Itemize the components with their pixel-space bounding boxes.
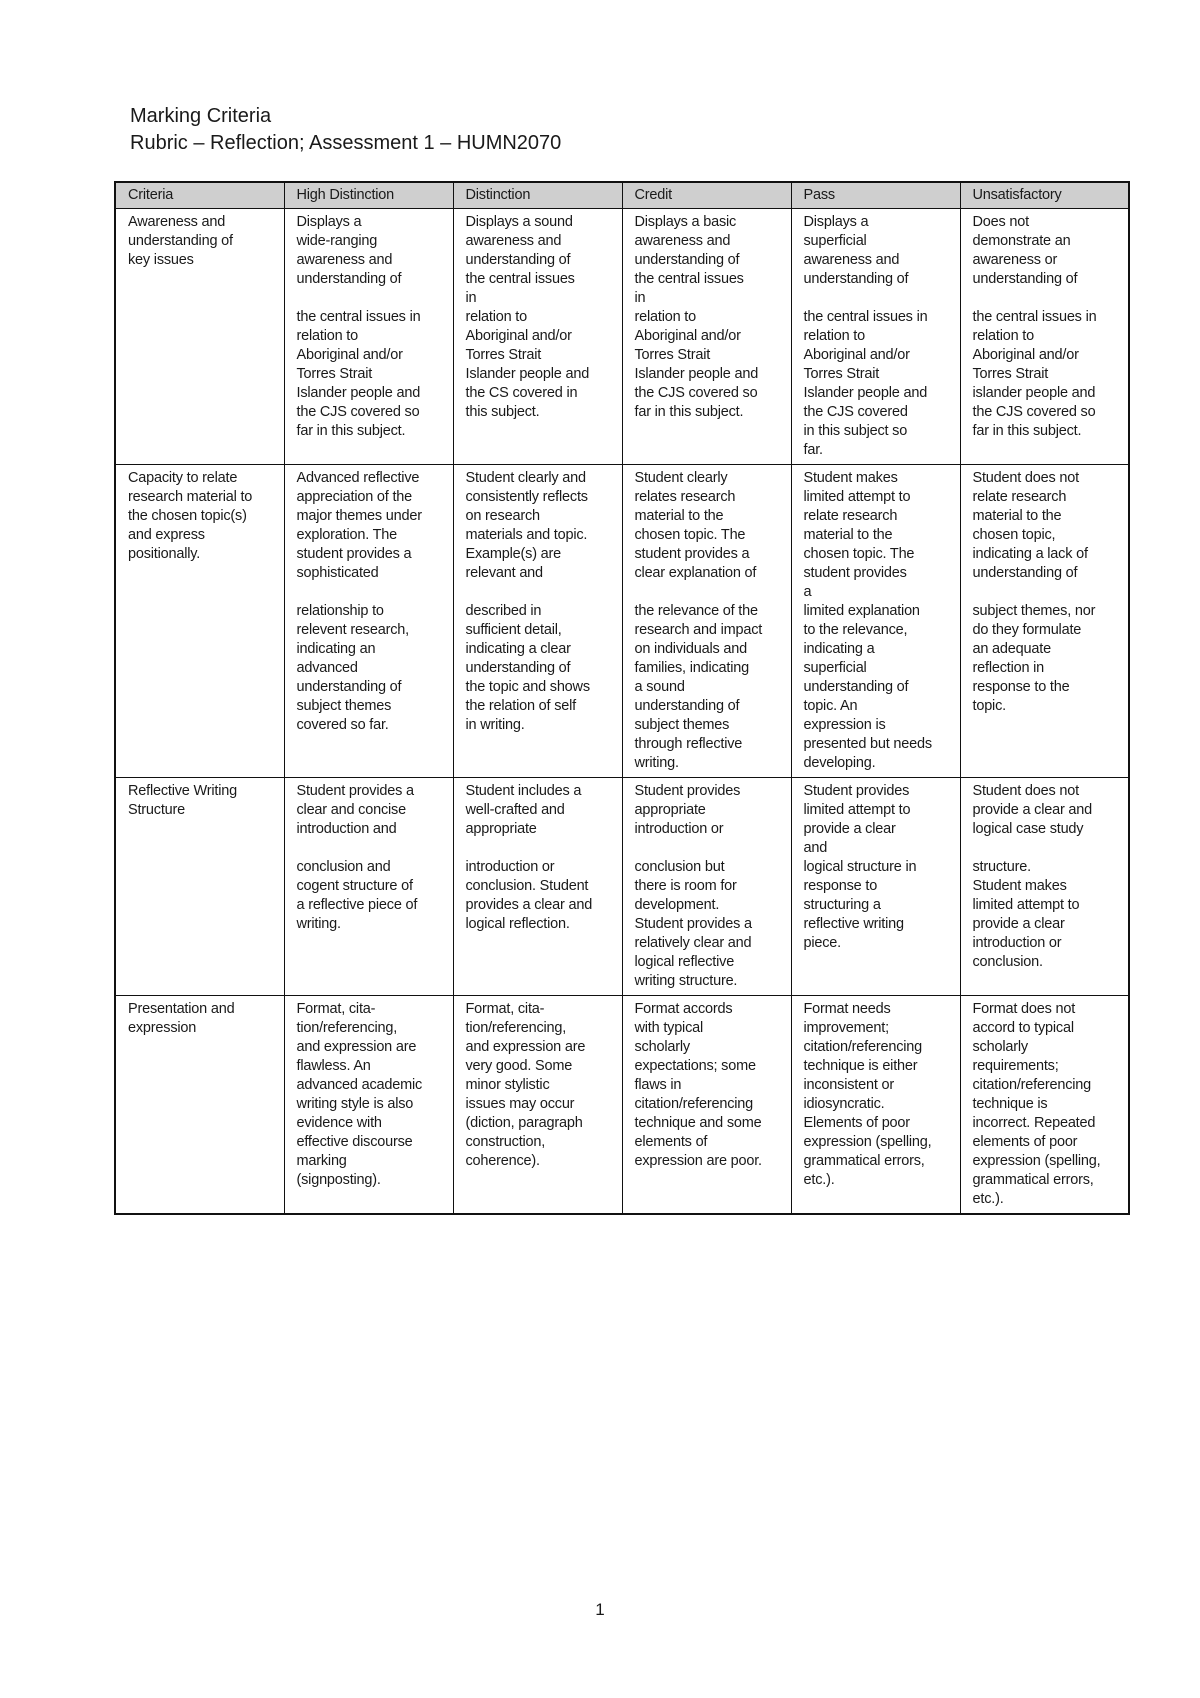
cell-text: Presentation and expression <box>128 1001 235 1036</box>
pass-cell <box>791 209 960 465</box>
high-distinction-cell <box>284 209 453 465</box>
cell-text: Student clearly relates research material to the chosen topic. The student provides a clear explanation of the relevance of the research and impact on individuals and families, indicating a sound understanding of subject themes through reflective writing. <box>634 470 763 771</box>
credit-cell <box>622 778 791 996</box>
document-title <box>130 103 561 157</box>
cell-text: Student clearly and consistently reflects on research materials and topic. Example(s) are relevant and described in sufficient detail, indicating a clear understanding of the topic and shows the relation of self in writing. <box>465 470 590 733</box>
cell-text: Displays a basic awareness and understanding of the central issues in relation to Aboriginal and/or Torres Strait Islander people and the CJS covered so far in this subject. <box>634 214 759 420</box>
pass-cell <box>791 465 960 778</box>
table-row <box>115 465 1129 778</box>
rubric-table <box>114 181 1130 1215</box>
unsatisfactory-cell <box>960 209 1129 465</box>
criteria-cell <box>115 778 284 996</box>
distinction-cell <box>453 209 622 465</box>
credit-cell <box>622 209 791 465</box>
criteria-cell <box>115 996 284 1215</box>
cell-text: Student provides appropriate introduction or conclusion but there is room for development. Student provides a relatively clear and logical reflective writing structure. <box>634 783 752 989</box>
table-row <box>115 778 1129 996</box>
cell-text: Format needs improvement; citation/referencing technique is either inconsistent or idiosyncratic. Elements of poor expression (spelling, grammatical errors, etc.). <box>803 1001 932 1188</box>
header-unsatisfactory: Unsatisfactory <box>960 182 1129 209</box>
cell-text: Format, cita- tion/referencing, and expression are very good. Some minor stylistic issues may occur (diction, paragraph construction, coherence). <box>465 1001 586 1169</box>
high-distinction-cell <box>284 996 453 1215</box>
header-pass: Pass <box>791 182 960 209</box>
cell-text: Student provides limited attempt to provide a clear and logical structure in response to structuring a reflective writing piece. <box>803 783 917 951</box>
cell-text: Format, cita- tion/referencing, and expression are flawless. An advanced academic writing style is also evidence with effective discourse marking (signposting). <box>296 1001 423 1188</box>
header-high-distinction: High Distinction <box>284 182 453 209</box>
cell-text: Student makes limited attempt to relate research material to the chosen topic. The student provides a limited explanation to the relevance, indicating a superficial understanding of topic. An expression is presented but needs developing. <box>803 470 932 771</box>
title-line-1: Marking Criteria <box>130 105 272 127</box>
table-row <box>115 209 1129 465</box>
cell-text: Student does not provide a clear and logical case study structure. Student makes limited attempt to provide a clear introduction or conclusion. <box>972 783 1093 970</box>
title-line-2: Rubric – Reflection; Assessment 1 – HUMN2070 <box>130 132 562 154</box>
pass-cell <box>791 996 960 1215</box>
high-distinction-cell <box>284 778 453 996</box>
header-criteria: Criteria <box>115 182 284 209</box>
cell-text: Student does not relate research material to the chosen topic, indicating a lack of understanding of subject themes, nor do they formulate an adequate reflection in response to the topic. <box>972 470 1096 714</box>
cell-text: Reflective Writing Structure <box>128 783 237 818</box>
credit-cell <box>622 465 791 778</box>
distinction-cell <box>453 996 622 1215</box>
rubric-header-row <box>115 182 1129 209</box>
pass-cell <box>791 778 960 996</box>
table-row <box>115 996 1129 1215</box>
criteria-cell <box>115 465 284 778</box>
header-credit: Credit <box>622 182 791 209</box>
page-number: 1 <box>595 1600 605 1619</box>
credit-cell <box>622 996 791 1215</box>
criteria-cell <box>115 209 284 465</box>
header-distinction: Distinction <box>453 182 622 209</box>
cell-text: Displays a superficial awareness and understanding of the central issues in relation to Aboriginal and/or Torres Strait Islander people and the CJS covered in this subject so far. <box>803 214 928 458</box>
cell-text: Student provides a clear and concise introduction and conclusion and cogent structure of a reflective piece of writing. <box>296 783 418 932</box>
distinction-cell <box>453 778 622 996</box>
unsatisfactory-cell <box>960 996 1129 1215</box>
unsatisfactory-cell <box>960 465 1129 778</box>
cell-text: Format does not accord to typical scholarly requirements; citation/referencing technique is incorrect. Repeated elements of poor expression (spelling, grammatical errors, etc.). <box>972 1001 1101 1207</box>
cell-text: Displays a sound awareness and understanding of the central issues in relation to Aboriginal and/or Torres Strait Islander people and the CS covered in this subject. <box>465 214 590 420</box>
distinction-cell <box>453 465 622 778</box>
cell-text: Advanced reflective appreciation of the major themes under exploration. The student provides a sophisticated relationship to relevent research, indicating an advanced understanding of subject themes covered so far. <box>296 470 422 733</box>
cell-text: Displays a wide-ranging awareness and understanding of the central issues in relation to Aboriginal and/or Torres Strait Islander people and the CJS covered so far in this subject. <box>296 214 421 439</box>
high-distinction-cell <box>284 465 453 778</box>
cell-text: Format accords with typical scholarly expectations; some flaws in citation/referencing technique and some elements of expression are poor. <box>634 1001 762 1169</box>
cell-text: Does not demonstrate an awareness or understanding of the central issues in relation to Aboriginal and/or Torres Strait islander people and the CJS covered so far in this subject. <box>972 214 1097 439</box>
cell-text: Awareness and understanding of key issues <box>128 214 233 268</box>
cell-text: Capacity to relate research material to the chosen topic(s) and express positionally. <box>128 470 253 562</box>
cell-text: Student includes a well-crafted and appropriate introduction or conclusion. Student provides a clear and logical reflection. <box>465 783 593 932</box>
unsatisfactory-cell <box>960 778 1129 996</box>
